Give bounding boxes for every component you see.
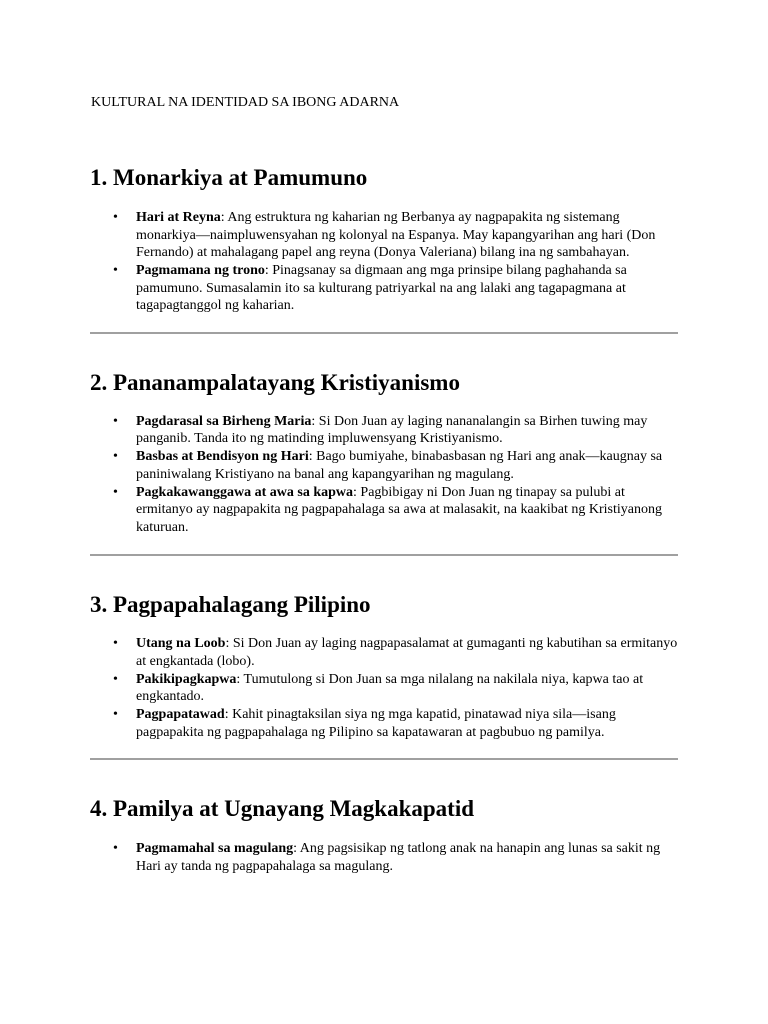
item-text: : Pinagsanay sa digmaan ang mga prinsipe bilang paghahanda sa pamumuno. Sumasalamin ito sa kulturang patriyarkal na ang lalaki ang tagapagmana at tagapagtanggol ng kaharian. (136, 263, 627, 313)
section-monarkiya (90, 165, 678, 315)
item-term: Pagmamana ng trono (136, 263, 265, 278)
section-heading: 4. Pamilya at Ugnayang Magkakapatid (90, 796, 475, 821)
bullet-icon: • (113, 707, 118, 722)
item-text: : Ang pagsisikap ng tatlong anak na hanapin ang lunas sa sakit ng Hari ay tanda ng pagpapahalaga sa magulang. (136, 841, 661, 874)
item-term: Pagdarasal sa Birheng Maria (136, 413, 312, 429)
section-pamilya (90, 796, 678, 875)
section-heading: 3. Pagpapahalagang Pilipino (90, 592, 371, 617)
bullet-list (90, 413, 678, 537)
section-divider (90, 758, 678, 760)
item-term: Pagpapatawad (136, 707, 225, 722)
list-item (113, 413, 678, 448)
list-item (113, 484, 678, 537)
section-heading: 1. Monarkiya at Pamumuno (90, 165, 368, 190)
bullet-icon: • (113, 413, 118, 429)
item-term: Pagmamahal sa magulang (136, 841, 294, 856)
list-item (113, 448, 678, 483)
bullet-icon: • (113, 636, 118, 651)
item-text: : Tumutulong si Don Juan sa mga nilalang na nakilala niya, kapwa tao at engkantado. (136, 671, 644, 704)
list-item (113, 840, 678, 875)
list-item (113, 671, 678, 706)
item-term: Basbas at Bendisyon ng Hari (136, 449, 309, 464)
bullet-icon: • (113, 671, 118, 687)
bullet-list (90, 209, 678, 315)
bullet-icon: • (113, 263, 118, 278)
list-item (113, 635, 678, 670)
bullet-icon: • (113, 210, 118, 225)
section-kristiyanismo (90, 370, 678, 537)
section-pagpapahalaga (90, 592, 678, 741)
bullet-list (90, 840, 678, 875)
list-item (113, 706, 678, 741)
section-divider (90, 332, 678, 334)
list-item (113, 262, 678, 315)
item-text: : Ang estruktura ng kaharian ng Berbanya ay nagpapakita ng sistemang monarkiya—naimpluwensyahan ng kolonyal na Espanya. May kapangyarihan ang hari (Don Fernando) at mahalagang papel ang reyna (Donya Valeriana) bilang ina ng sambahayan. (136, 210, 656, 260)
bullet-icon: • (113, 484, 118, 500)
item-term: Pagkakawanggawa at awa sa kapwa (136, 484, 354, 500)
item-text: : Si Don Juan ay laging nagpapasalamat at gumaganti ng kabutihan sa ermitanyo at engkantada (lobo). (136, 636, 678, 669)
item-text: : Kahit pinagtaksilan siya ng mga kapatid, pinatawad niya sila—isang pagpapakita ng pagpapahalaga ng Pilipino sa kapatawaran at pagbubuo ng pamilya. (136, 707, 616, 740)
section-divider (90, 554, 678, 556)
item-term: Hari at Reyna (136, 210, 221, 225)
bullet-icon: • (113, 841, 118, 856)
document-title: KULTURAL NA IDENTIDAD SA IBONG ADARNA (91, 95, 400, 110)
section-heading: 2. Pananampalatayang Kristiyanismo (90, 369, 460, 395)
bullet-icon: • (113, 449, 118, 464)
list-item (113, 209, 678, 262)
item-text: : Si Don Juan ay laging nananalangin sa Birhen tuwing may panganib. Tanda ito ng matinding impluwensyang Kristiyanismo. (136, 413, 648, 446)
bullet-list (90, 635, 678, 741)
item-term: Utang na Loob (136, 636, 226, 651)
item-text: : Pagbibigay ni Don Juan ng tinapay sa pulubi at ermitanyo ay nagpapakita ng pagpapahalaga sa awa at malasakit, na kaakibat ng Kristiyanong katuruan. (136, 484, 662, 535)
item-term: Pakikipagkapwa (136, 671, 237, 687)
item-text: : Bago bumiyahe, binabasbasan ng Hari ang anak—kaugnay sa paniniwalang Kristiyano na banal ang kapangyarihan ng magulang. (136, 449, 663, 482)
